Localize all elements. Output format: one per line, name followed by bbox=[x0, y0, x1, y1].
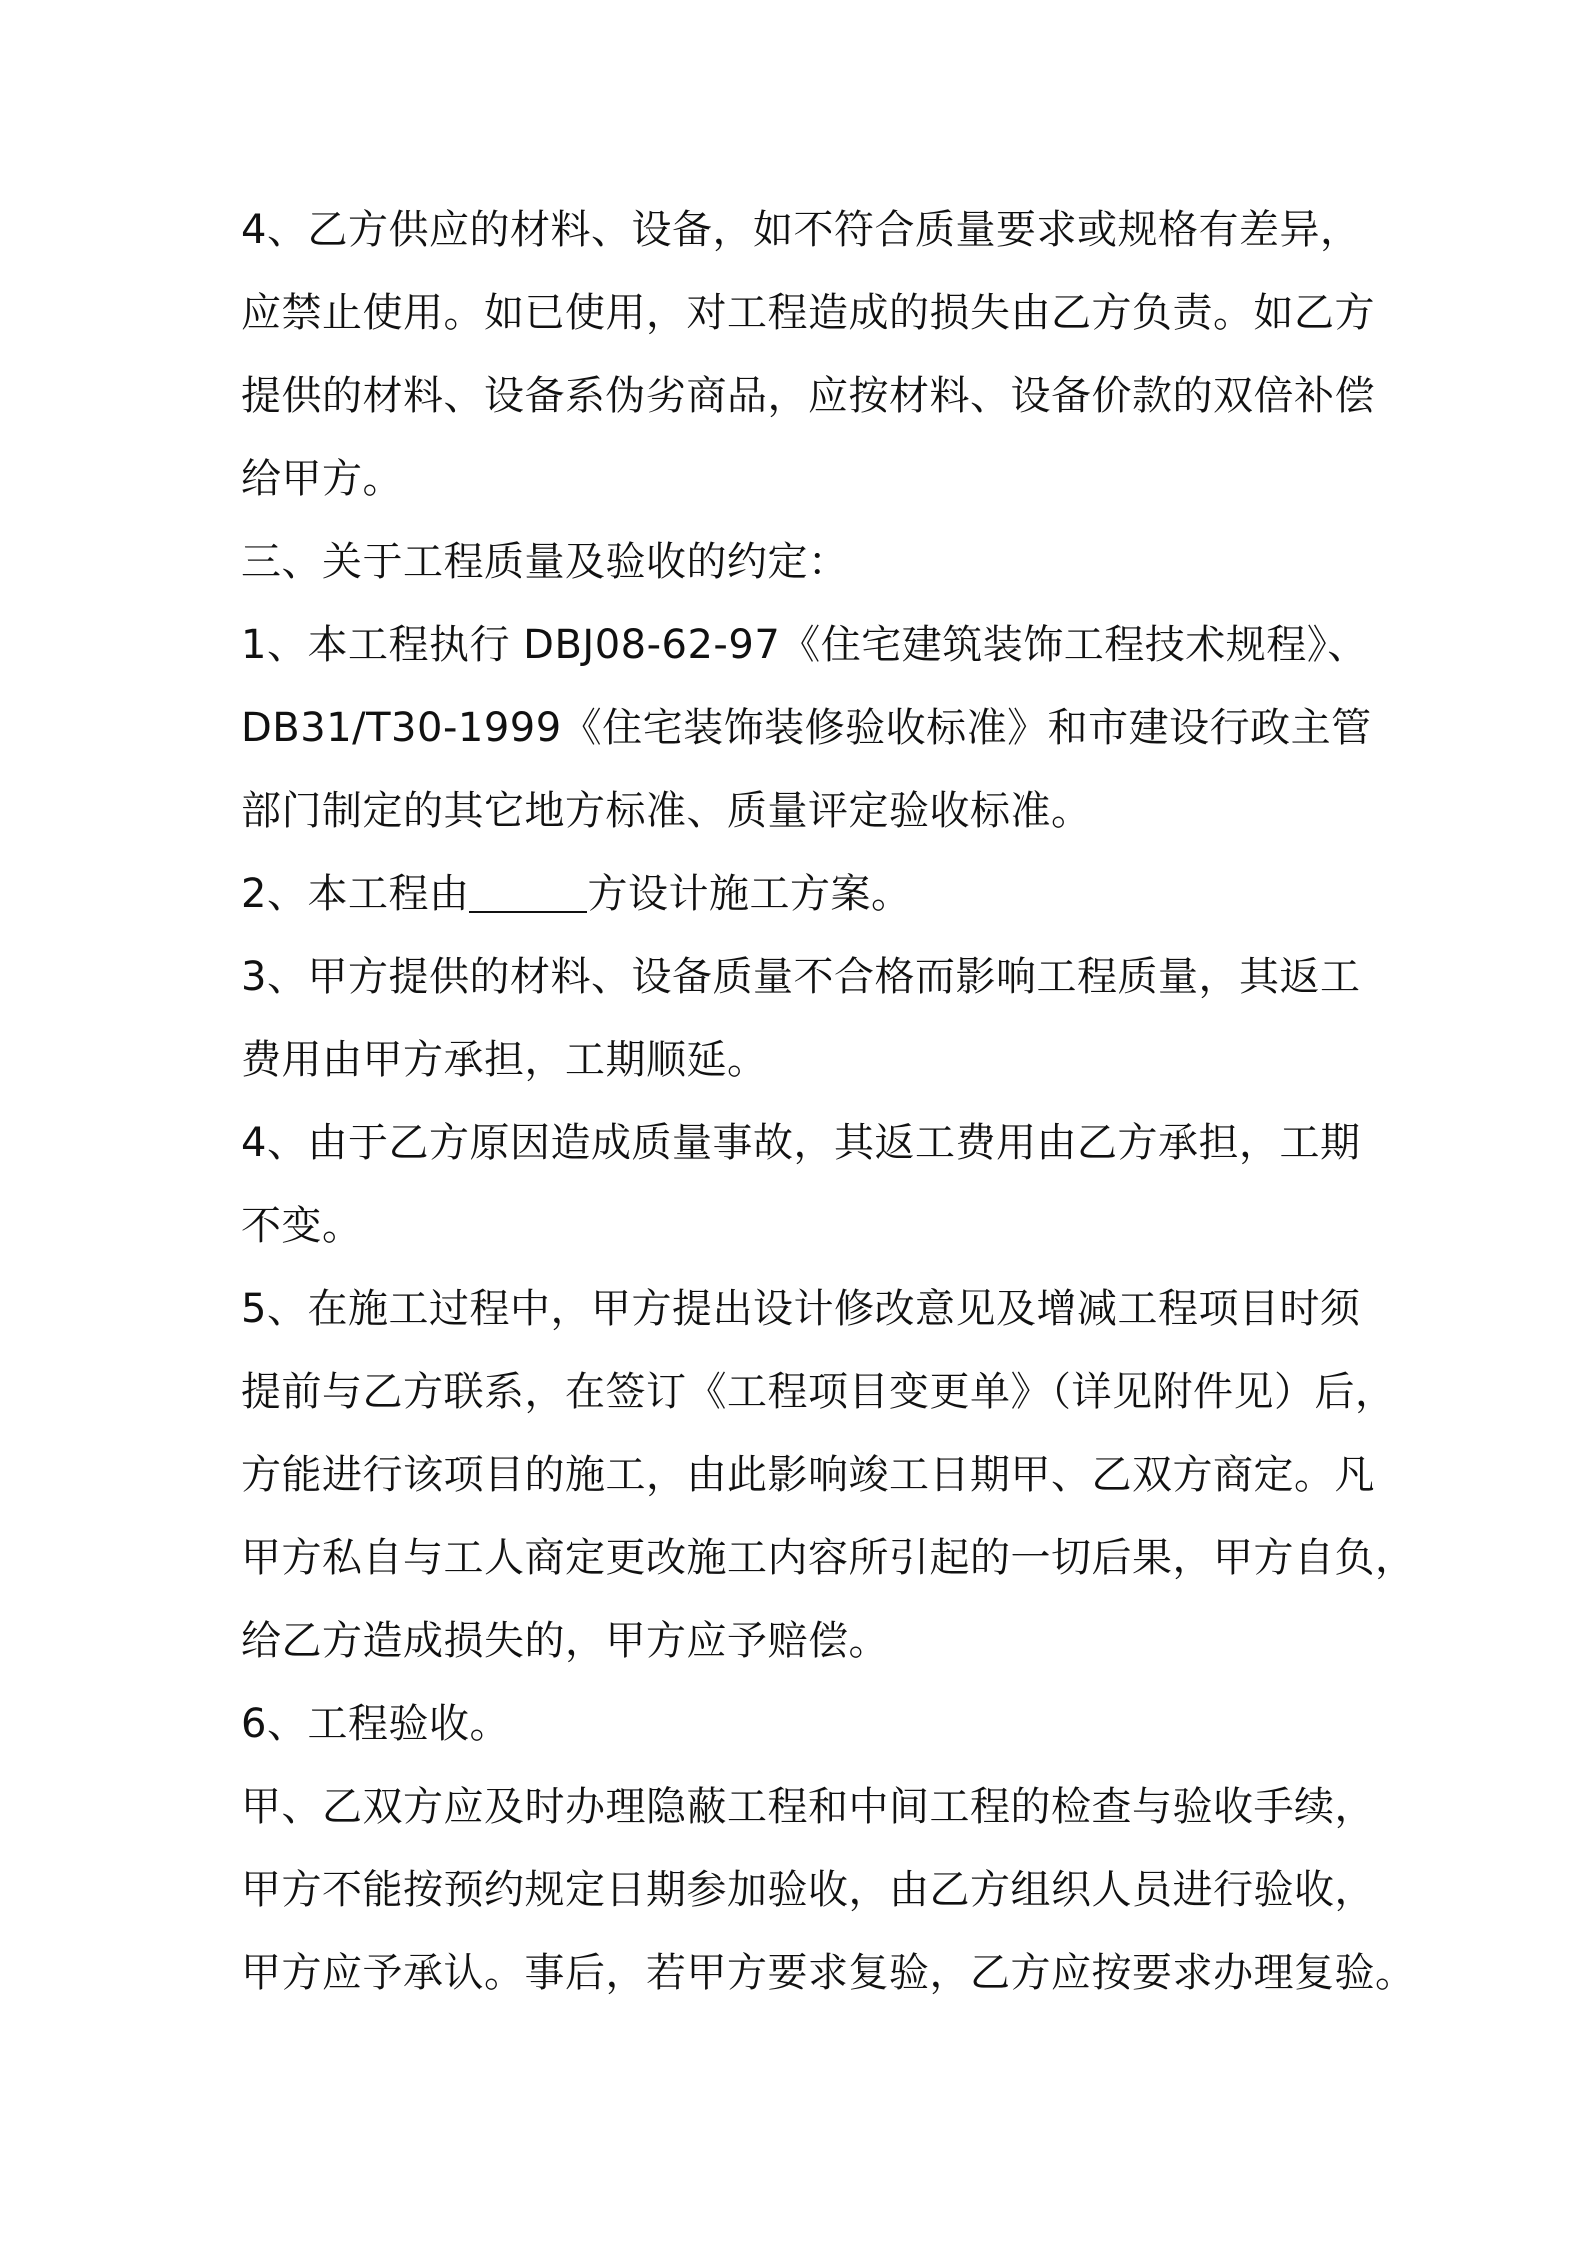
text-line: 6、工程验收。 bbox=[241, 1701, 510, 1747]
text-line: 4、乙方供应的材料、设备，如不符合质量要求或规格有差异， bbox=[241, 207, 1361, 253]
text-line: 4、由于乙方原因造成质量事故，其返工费用由乙方承担，工期 bbox=[241, 1120, 1361, 1166]
text-line: 甲方私自与工人商定更改施工内容所引起的一切后果，甲方自负， bbox=[241, 1535, 1416, 1581]
text-line: 提前与乙方联系，在签订《工程项目变更单》（详见附件见）后， bbox=[241, 1369, 1396, 1415]
text-segment: 2、本工程由 bbox=[241, 871, 470, 917]
text-line: 方能进行该项目的施工，由此影响竣工日期甲、乙双方商定。凡 bbox=[241, 1452, 1375, 1498]
text-line-with-blank bbox=[241, 864, 911, 924]
text-line: 不变。 bbox=[241, 1203, 363, 1249]
text-line: DB31/T30-1999《住宅装饰装修验收标准》和市建设行政主管 bbox=[241, 705, 1372, 751]
text-line: 部门制定的其它地方标准、质量评定验收标准。 bbox=[241, 788, 1092, 834]
text-line: 甲方应予承认。事后，若甲方要求复验，乙方应按要求办理复验。 bbox=[241, 1950, 1416, 1996]
text-line: 5、在施工过程中，甲方提出设计修改意见及增减工程项目时须 bbox=[241, 1286, 1361, 1332]
text-line: 甲、乙双方应及时办理隐蔽工程和中间工程的检查与验收手续， bbox=[241, 1784, 1375, 1830]
text-line: 费用由甲方承担，工期顺延。 bbox=[241, 1037, 768, 1083]
text-line: 3、甲方提供的材料、设备质量不合格而影响工程质量，其返工 bbox=[241, 954, 1361, 1000]
fill-in-blank[interactable] bbox=[469, 871, 587, 913]
text-line: 应禁止使用。如已使用，对工程造成的损失由乙方负责。如乙方 bbox=[241, 290, 1375, 336]
text-line: 给甲方。 bbox=[241, 456, 403, 502]
text-line: 1、本工程执行 DBJ08-62-97《住宅建筑装饰工程技术规程》、 bbox=[241, 622, 1368, 668]
text-line: 提供的材料、设备系伪劣商品，应按材料、设备价款的双倍补偿 bbox=[241, 373, 1375, 419]
section-heading: 三、关于工程质量及验收的约定： bbox=[241, 539, 849, 585]
text-line: 甲方不能按预约规定日期参加验收，由乙方组织人员进行验收， bbox=[241, 1867, 1375, 1913]
text-line: 给乙方造成损失的，甲方应予赔偿。 bbox=[241, 1618, 889, 1664]
text-segment: 方设计施工方案。 bbox=[587, 871, 912, 917]
